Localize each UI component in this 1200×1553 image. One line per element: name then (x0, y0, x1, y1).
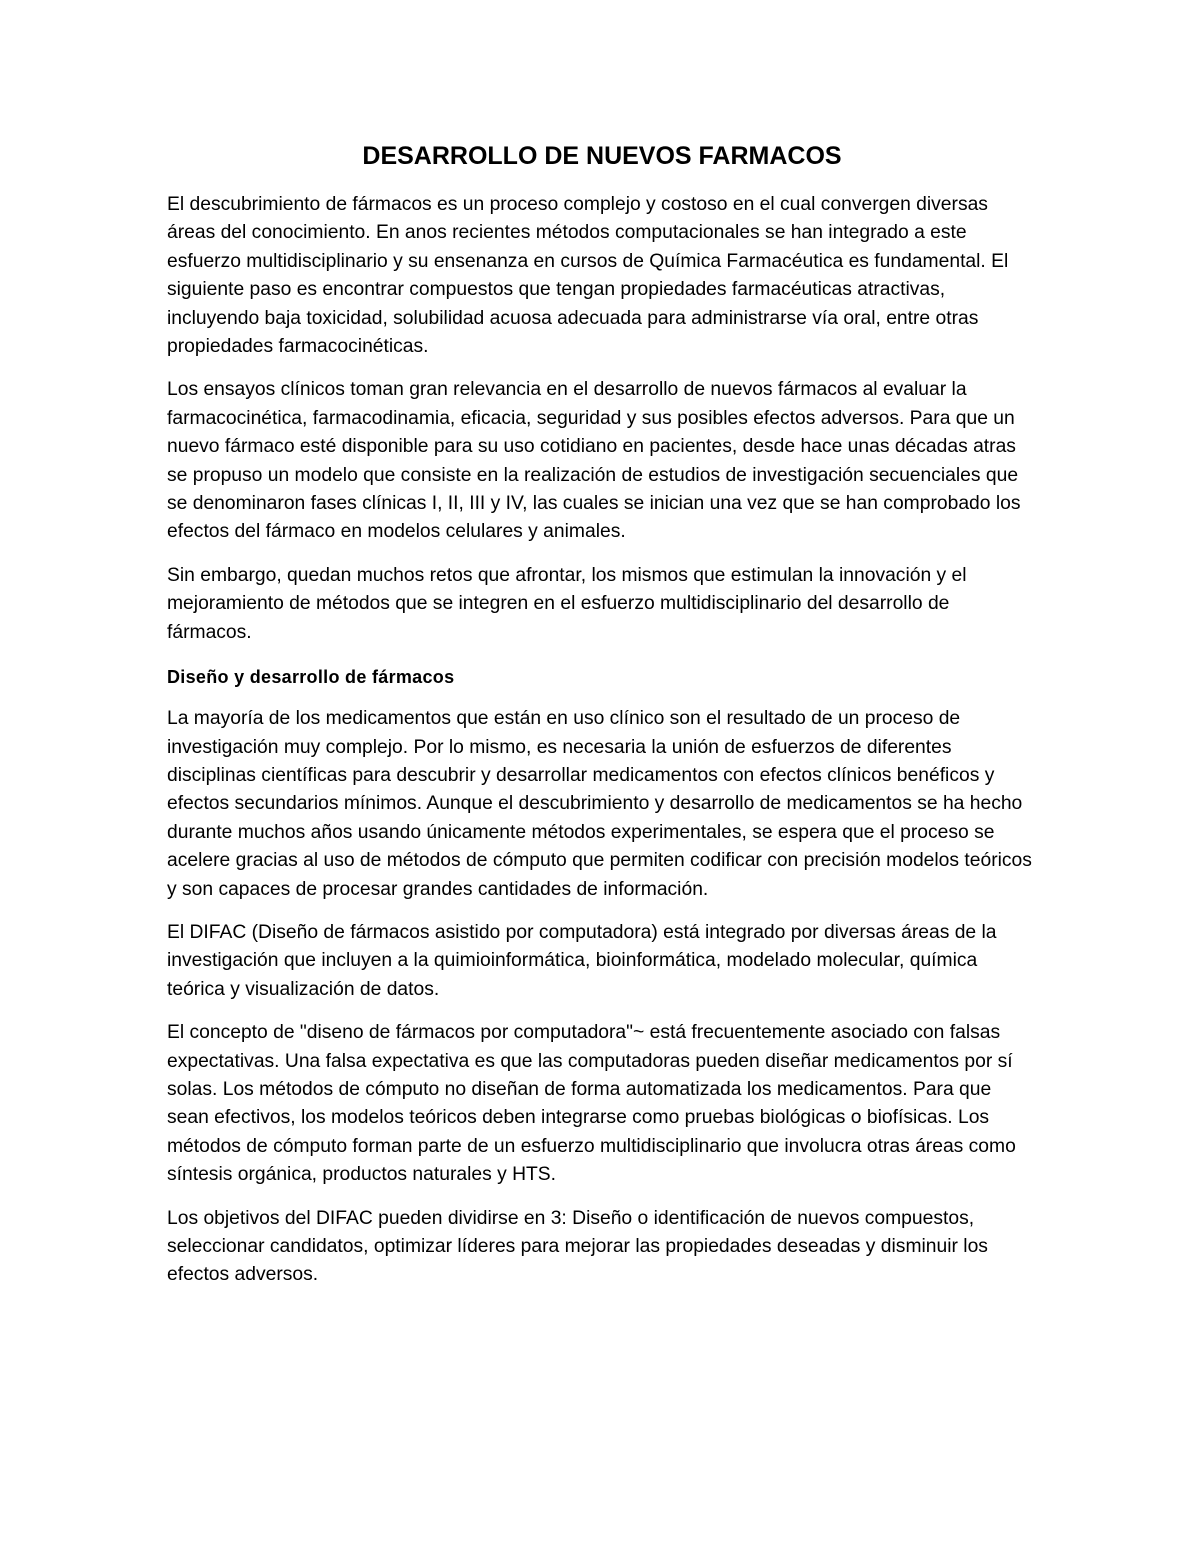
document-body (167, 138, 1037, 1305)
paragraph-section-3: El concepto de "diseno de fármacos por computadora"~ está frecuentemente asociado con falsas expectativas. Una falsa expectativa es que las computadoras pueden diseñar medicamentos por sí solas. Los métodos de cómputo no diseñan de forma automatizada los medicamentos. Para que sean efectivos, los modelos teóricos deben integrarse como pruebas biológicas o biofísicas. Los métodos de cómputo forman parte de un esfuerzo multidisciplinario que involucra otras áreas como síntesis orgánica, productos naturales y HTS. (167, 1022, 1016, 1186)
paragraph-section-1: La mayoría de los medicamentos que están en uso clínico son el resultado de un proceso de investigación muy complejo. Por lo mismo, es necesaria la unión de esfuerzos de diferentes disciplinas científicas para descubrir y desarrollar medicamentos con efectos clínicos benéficos y efectos secundarios mínimos. Aunque el descubrimiento y desarrollo de medicamentos se ha hecho durante muchos años usando únicamente métodos experimentales, se espera que el proceso se acelere gracias al uso de métodos de cómputo que permiten codificar con precisión modelos teóricos y son capaces de procesar grandes cantidades de información. (167, 708, 1032, 900)
paragraph-intro-1: El descubrimiento de fármacos es un proceso complejo y costoso en el cual convergen diversas áreas del conocimiento. En anos recientes métodos computacionales se han integrado a este esfuerzo multidisciplinario y su ensenanza en cursos de Química Farmacéutica es fundamental. El siguiente paso es encontrar compuestos que tengan propiedades farmacéuticas atractivas, incluyendo baja toxicidad, solubilidad acuosa adecuada para administrarse vía oral, entre otras propiedades farmacocinéticas. (167, 194, 1009, 358)
paragraph-intro-2: Los ensayos clínicos toman gran relevancia en el desarrollo de nuevos fármacos al evaluar la farmacocinética, farmacodinamia, eficacia, seguridad y sus posibles efectos adversos. Para que un nuevo fármaco esté disponible para su uso cotidiano en pacientes, desde hace unas décadas atras se propuso un modelo que consiste en la realización de estudios de investigación secuenciales que se denominaron fases clínicas I, II, III y IV, las cuales se inician una vez que se han comprobado los efectos del fármaco en modelos celulares y animales. (167, 379, 1021, 543)
paragraph-intro-3: Sin embargo, quedan muchos retos que afrontar, los mismos que estimulan la innovación y el mejoramiento de métodos que se integren en el esfuerzo multidisciplinario del desarrollo de fármacos. (167, 564, 967, 643)
paragraph-section-2: El DIFAC (Diseño de fármacos asistido por computadora) está integrado por diversas áreas de la investigación que incluyen a la quimioinformática, bioinformática, modelado molecular, química teórica y visualización de datos. (167, 921, 997, 1000)
section-heading: Diseño y desarrollo de fármacos (167, 667, 455, 688)
document-title: DESARROLLO DE NUEVOS FARMACOS (362, 142, 842, 170)
paragraph-section-4: Los objetivos del DIFAC pueden dividirse en 3: Diseño o identificación de nuevos compuestos, seleccionar candidatos, optimizar líderes para mejorar las propiedades deseadas y disminuir los efectos adversos. (167, 1207, 988, 1286)
